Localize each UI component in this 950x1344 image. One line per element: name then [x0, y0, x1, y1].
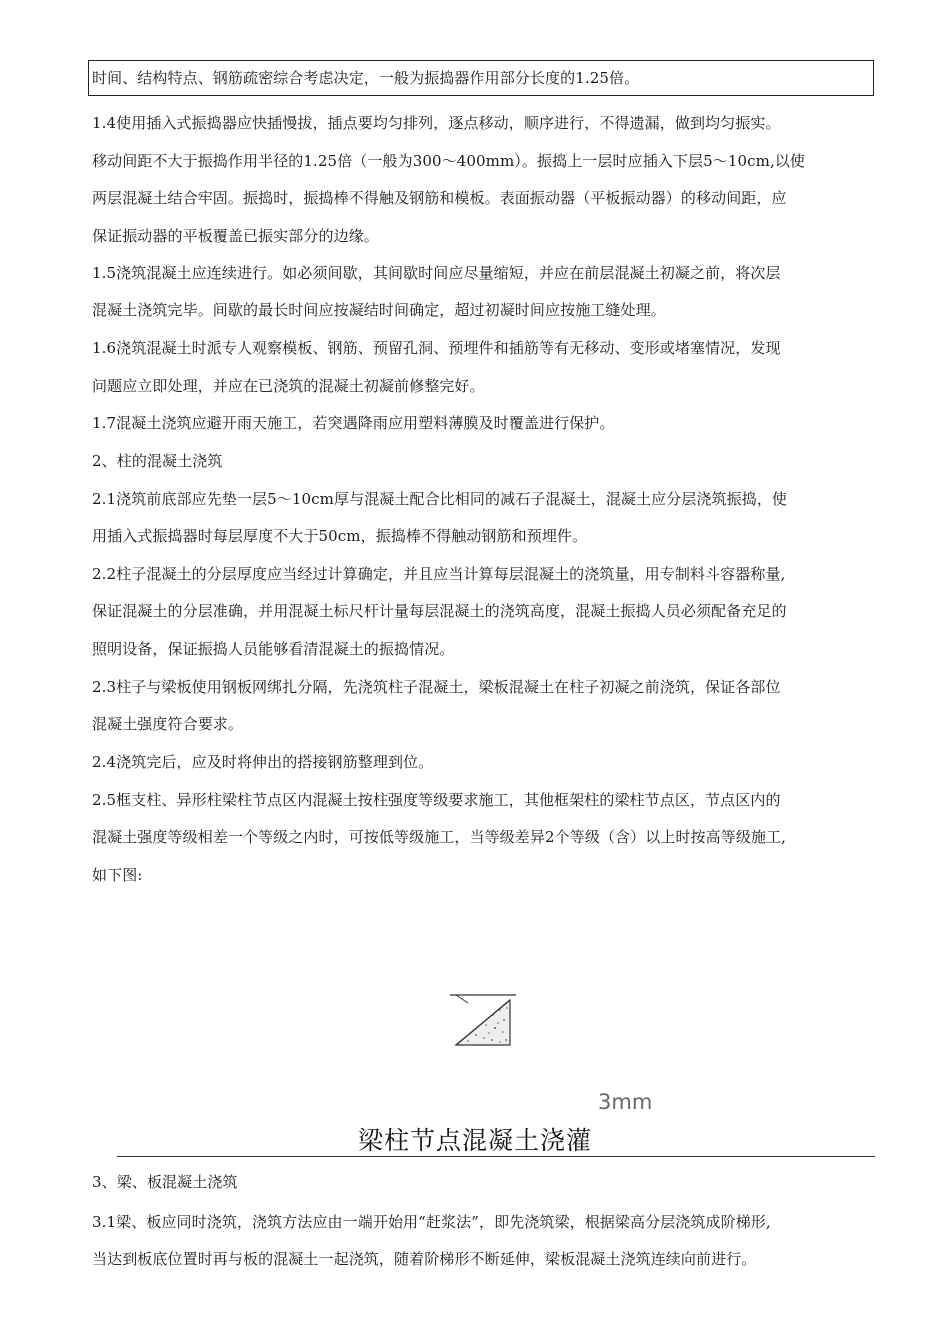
section-heading: 2、柱的混凝土浇筑	[92, 452, 223, 470]
text-line: 混凝土浇筑完毕。间歇的最长时间应按凝结时间确定，超过初凝时间应按施工缝处理。	[92, 301, 666, 319]
text-line: 保证混凝土的分层准确，并用混凝土标尺杆计量每层混凝土的浇筑高度，混凝土振捣人员必须配备充足的	[92, 602, 787, 620]
text-line: 2.3柱子与梁板使用钢板网绑扎分隔，先浇筑柱子混凝土，梁板混凝土在柱子初凝之前浇筑，保证各部位	[92, 678, 781, 696]
text-line: 移动间距不大于振捣作用半径的1.25倍（一般为300～400mm）。振捣上一层时应插入下层5～10cm,以使	[92, 152, 806, 170]
text-line: 照明设备，保证振捣人员能够看清混凝土的振捣情况。	[92, 640, 455, 658]
dimension-label: 3mm	[598, 1090, 653, 1114]
divider-line	[117, 1156, 875, 1157]
text-line: 如下图:	[92, 866, 143, 884]
text-line: 3.1梁、板应同时浇筑，浇筑方法应由一端开始用“赶浆法”，即先浇筑梁，根据梁高分层浇筑成阶梯形,	[92, 1213, 771, 1231]
text-line: 1.7混凝土浇筑应避开雨天施工，若突遇降雨应用塑料薄膜及时覆盖进行保护。	[92, 414, 615, 432]
text-line: 1.5浇筑混凝土应连续进行。如必须间歇，其间歇时间应尽量缩短，并应在前层混凝土初凝之前，将次层	[92, 264, 781, 282]
text-line: 时间、结构特点、钢筋疏密综合考虑决定，一般为振捣器作用部分长度的1.25倍。	[92, 69, 640, 87]
figure-tick	[456, 995, 468, 1003]
text-line: 当达到板底位置时再与板的混凝土一起浇筑，随着阶梯形不断延伸，梁板混凝土浇筑连续向前进行。	[92, 1250, 757, 1268]
text-line: 2.5框支柱、异形柱梁柱节点区内混凝土按柱强度等级要求施工，其他框架柱的梁柱节点区，节点区内的	[92, 791, 781, 809]
text-line: 保证振动器的平板覆盖已振实部分的边缘。	[92, 227, 379, 245]
beam-column-joint-figure	[448, 990, 520, 1050]
section-heading: 3、梁、板混凝土浇筑	[92, 1173, 238, 1191]
figure-caption: 梁柱节点混凝土浇灌	[357, 1126, 592, 1155]
text-line: 2.4浇筑完后，应及时将伸出的搭接钢筋整理到位。	[92, 753, 434, 771]
text-line: 2.2柱子混凝土的分层厚度应当经过计算确定，并且应当计算每层混凝土的浇筑量，用专制料斗容器称量,	[92, 565, 786, 583]
text-line: 问题应立即处理，并应在已浇筑的混凝土初凝前修整完好。	[92, 377, 485, 395]
text-line: 混凝土强度等级相差一个等级之内时，可按低等级施工，当等级差异2个等级（含）以上时按高等级施工,	[92, 828, 787, 846]
text-line: 用插入式振捣器时每层厚度不大于50cm，振捣棒不得触动钢筋和预埋件。	[92, 527, 588, 545]
text-line: 2.1浇筑前底部应先垫一层5～10cm厚与混凝土配合比相同的减石子混凝土，混凝土应分层浇筑振捣，使	[92, 490, 788, 508]
text-line: 两层混凝土结合牢固。振捣时，振捣棒不得触及钢筋和模板。表面振动器（平板振动器）的移动间距，应	[92, 189, 787, 207]
text-line: 混凝土强度符合要求。	[92, 715, 244, 733]
text-line: 1.6浇筑混凝土时派专人观察模板、钢筋、预留孔洞、预埋件和插筋等有无移动、变形或堵塞情况，发现	[92, 339, 781, 357]
text-line: 1.4使用插入式振捣器应快插慢拔，插点要均匀排列，逐点移动，顺序进行，不得遗漏，做到均匀振实。	[92, 114, 781, 132]
